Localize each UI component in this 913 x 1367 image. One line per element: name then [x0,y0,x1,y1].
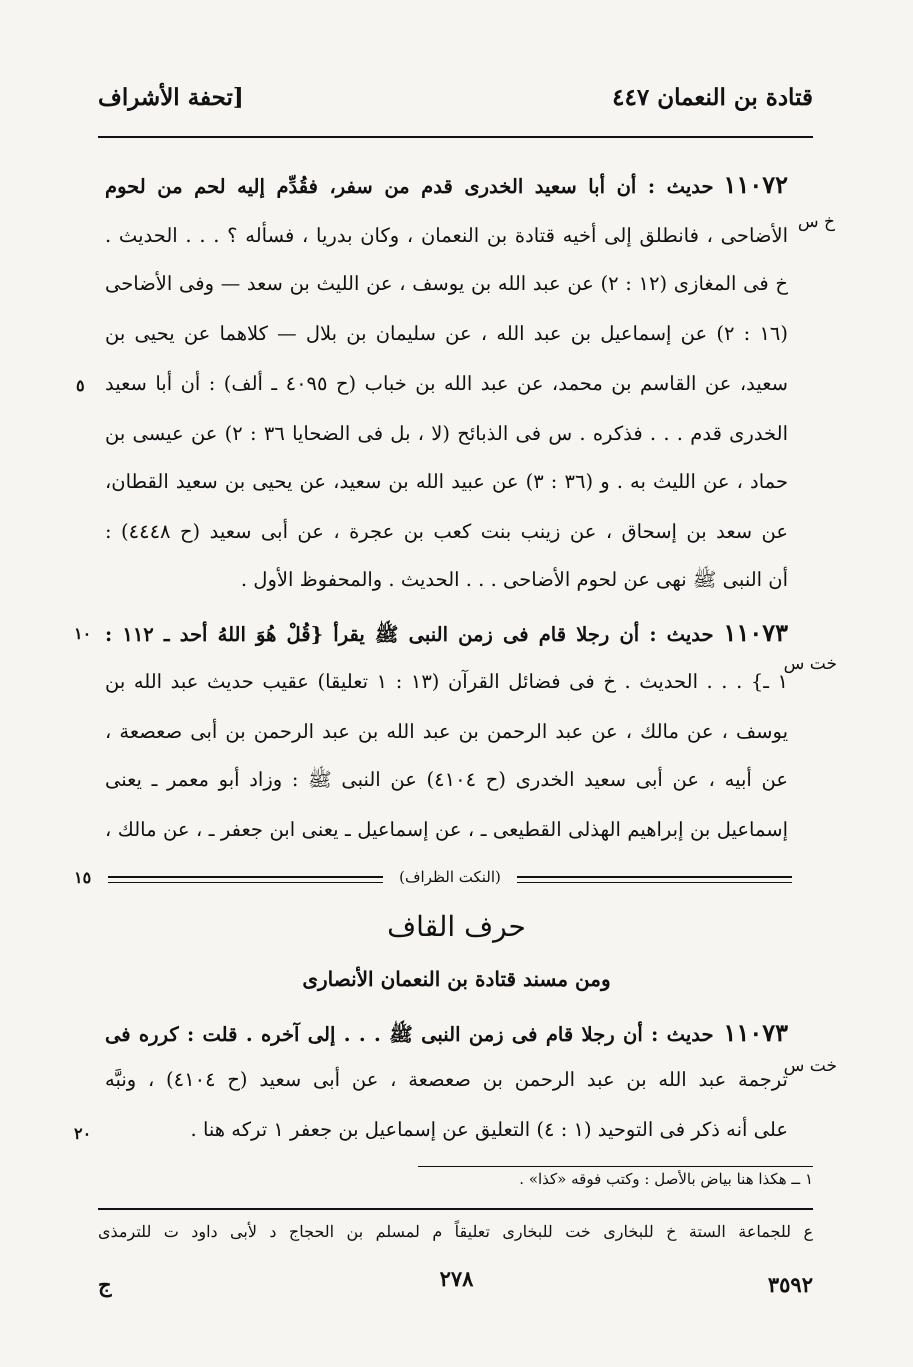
hadith-number: ١١٠٧٣ [723,1018,788,1047]
hadith-11073-sigla: خت س [783,654,837,674]
margin-number-20: ٢٠ [74,1124,92,1143]
hadith-11072-line-3: خ فى المغازى (١٢ : ٢) عن عبد الله بن يوسف ، عن الليث بن سعد — وفى الأضاحى [105,272,789,295]
separator-rule-left [108,876,383,878]
abbreviations-rule [98,1208,813,1210]
section-subheading: ومن مسند قتادة بن النعمان الأنصارى [302,967,611,991]
nukat-11073-line-1: ١١٠٧٣حديث : أن رجلا قام فى زمن النبى ﷺ . . . إلى آخره . قلت : كرره فى [105,1018,788,1047]
footer-reference-number: ٣٥٩٢ [767,1272,813,1297]
page-number: ٢٧٨ [439,1266,474,1291]
hadith-11073-line-5: إسماعيل بن إبراهيم الهذلى القطيعى ـ ، عن إسماعيل ـ يعنى ابن جعفر ـ ، عن مالك ، [105,818,788,841]
abbreviations-key: ع للجماعة الستة خ للبخارى خت للبخارى تعليقاً م لمسلم بن الحجاج د لأبى داود ت للترمذى [98,1222,813,1241]
hadith-11073-line-3: يوسف ، عن مالك ، عن عبد الرحمن بن عبد الله بن عبد الرحمن بن أبى صعصعة ، [105,720,788,743]
footnote: ١ ــ هكذا هنا بياض بالأصل : وكتب فوقه «كذا» . [519,1170,813,1188]
hadith-number: ١١٠٧٢ [723,170,788,199]
margin-number-15: ١٥ [74,868,92,887]
hadith-11072-line-5: سعيد، عن القاسم بن محمد، عن عبد الله بن خباب (ح ٤٠٩٥ ـ ألف) : أن أبا سعيد [105,372,788,395]
separator-rule-right-thin [517,882,792,883]
hadith-11073-line-1: ١١٠٧٣حديث : أن رجلا قام فى زمن النبى ﷺ يقرأ {قُلْ هُوَ اللهُ أحد ـ ١١٢ : [105,618,788,647]
hadith-11072-line-7: حماد ، عن الليث به . و (٣٦ : ٣) عن عبيد الله بن سعيد، عن يحيى بن سعيد القطان، [105,470,788,493]
hadith-11072-line-1: ١١٠٧٢حديث : أن أبا سعيد الخدرى قدم من سفر، فقُدِّم إليه لحم من لحوم [105,170,788,199]
section-title: حرف القاف [387,910,526,943]
separator-label: (النكت الظراف) [399,868,501,886]
hadith-11072-line-9: أن النبى ﷺ نهى عن لحوم الأضاحى . . . الحديث . والمحفوظ الأول . [240,568,788,591]
hadith-11072-sigla: خ س [797,212,835,232]
separator-rule-left-thin [108,882,383,883]
nukat-11073-line-2: ترجمة عبد الله بن عبد الرحمن بن صعصعة ، عن أبى سعيد (ح ٤١٠٤) ، ونبَّه [105,1068,788,1091]
running-header-book: [تحفة الأشراف [98,84,244,111]
hadith-11072-line-4: (١٦ : ٢) عن إسماعيل بن عبد الله ، عن سليمان بن بلال — كلاهما عن يحيى بن [105,322,788,345]
footer-signature-letter: ج [98,1272,112,1297]
header-rule [98,136,813,138]
nukat-11073-line-3: على أنه ذكر فى التوحيد (١ : ٤) التعليق عن إسماعيل بن جعفر ١ تركه هنا . [190,1118,788,1141]
hadith-11072-line-6: الخدرى قدم . . . فذكره . س فى الذبائح (لا ، بل فى الضحايا ٣٦ : ٢) عن عيسى بن [105,422,789,445]
hadith-11073-line-4: عن أبيه ، عن أبى سعيد الخدرى (ح ٤١٠٤) عن النبى ﷺ : وزاد أبو معمر ـ يعنى [105,768,788,791]
hadith-11072-line-8: عن سعد بن إسحاق ، عن زينب بنت كعب بن عجرة ، عن أبى سعيد (ح ٤٤٤٨) : [105,520,788,543]
running-header-title: قتادة بن النعمان ٤٤٧ [612,84,813,111]
separator-rule-right [517,876,792,878]
footnote-rule [418,1166,813,1167]
nukat-11073-sigla: خت س [783,1056,837,1076]
margin-number-10: ١٠ [74,624,92,643]
hadith-number: ١١٠٧٣ [723,618,788,647]
hadith-11072-line-2: الأضاحى ، فانطلق إلى أخيه قتادة بن النعمان ، وكان بدريا ، فسأله ؟ . . . الحديث . [105,224,788,247]
hadith-11073-line-2: ١ ـ} . . . الحديث . خ فى فضائل القرآن (١٣ : ١ تعليقا) عقيب حديث عبد الله بن [105,670,788,693]
margin-number-5: ٥ [76,376,85,395]
